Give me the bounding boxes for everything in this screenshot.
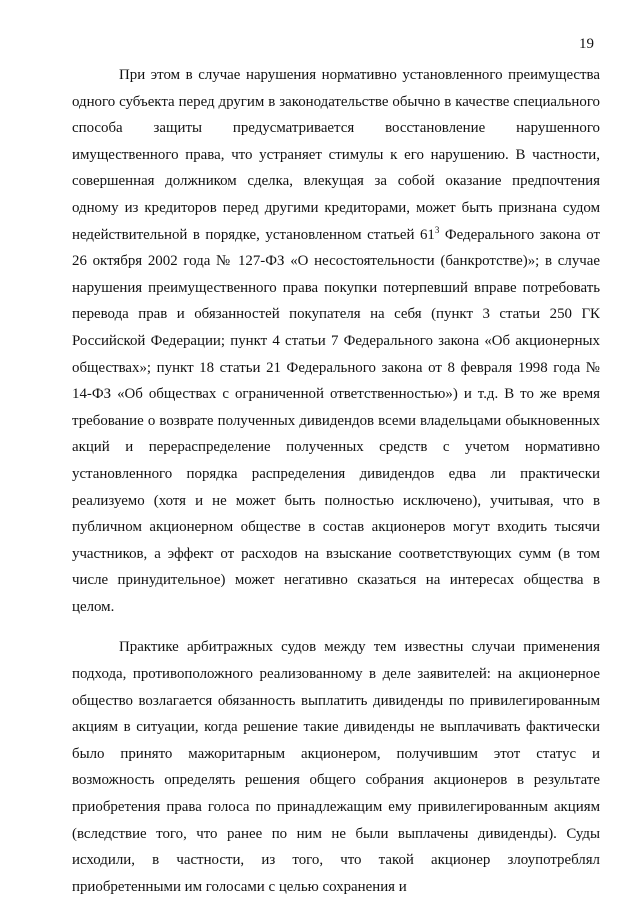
paragraph-1 (72, 62, 600, 620)
article-superscript: 3 (434, 224, 440, 235)
paragraph-2: Практике арбитражных судов между тем известны случаи применения подхода, противоположного реализованному в деле заявителей: на акционерное общество возлагается обязанность выплатить дивиденды по привилегированным акциям в ситуации, когда решение такие дивиденды не выплачивать фактически было принято мажоритарным акционером, получившим этот статус и возможность определять решения общего собрания акционеров в результате приобретения права голоса по принадлежащим ему привилегированным акциям (вследствие того, что ранее по ним не были выплачены дивиденды). Суды исходили, в частности, из того, что такой акционер злоупотреблял приобретенными им голосами с целью сохранения и (72, 639, 600, 895)
paragraph-1-part-2: Федерального закона от 26 октября 2002 года № 127-ФЗ «О несостоятельности (банкротстве)»; в случае нарушения преимущественного права покупки потерпевший вправе потребовать перевода прав и обязанностей покупателя на себя (пункт 3 статьи 250 ГК Российской Федерации; пункт 4 статьи 7 Федерального закона «Об акционерных обществах»; пункт 18 статьи 21 Федерального закона от 8 февраля 1998 года № 14-ФЗ «Об обществах с ограниченной ответственностью») и т.д. В то же время требование о возврате полученных дивидендов всеми владельцами обыкновенных акций и перераспределение полученных средств с учетом нормативно установленного порядка распределения дивидендов едва ли практически реализуемо (хотя и не может быть полностью исключено), учитывая, что в публичном акционерном обществе в состав акционеров могут входить тысячи участников, а эффект от расходов на взыскание соответствующих сумм (в том числе принудительное) может негативно сказаться на интересах общества в целом. (72, 226, 600, 615)
page-number: 19 (579, 36, 594, 52)
paragraph-1-part-1: При этом в случае нарушения нормативно установленного преимущества одного субъекта перед другим в законодательстве обычно в качестве специального способа защиты предусматривается восстановление нарушенного имущественного права, что устраняет стимулы к его нарушению. В частности, совершенная должником сделка, влекущая за собой оказание предпочтения одному из кредиторов перед другими кредиторами, может быть признана судом недействительной в порядке, установленном статьей 61 (72, 67, 600, 243)
document-body (72, 62, 600, 900)
